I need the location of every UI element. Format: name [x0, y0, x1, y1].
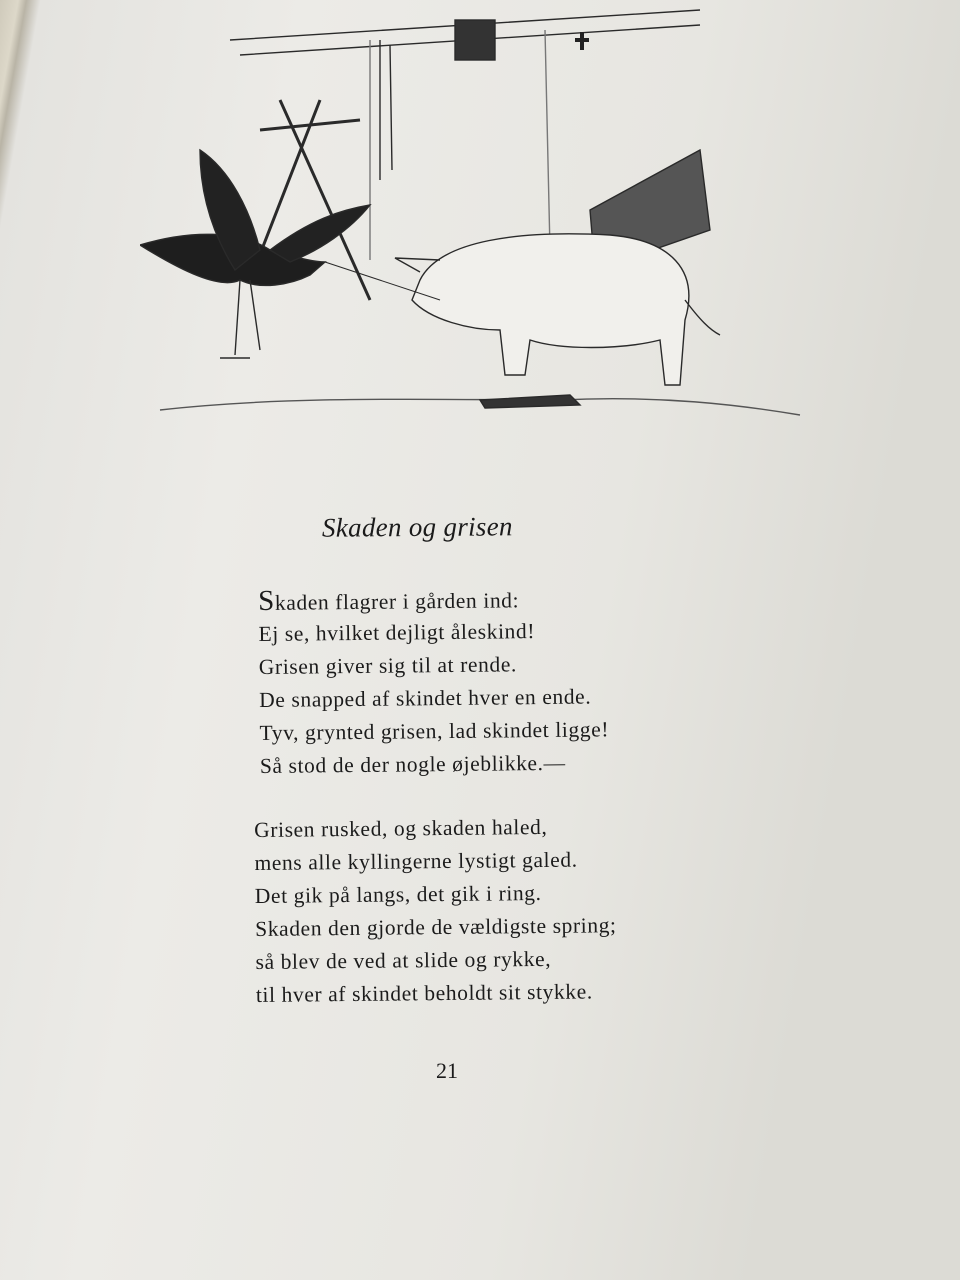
- page-number: 21: [436, 1058, 458, 1083]
- poem-line: til hver af skindet beholdt sit stykke.: [255, 979, 593, 1007]
- poem-line: Grisen giver sig til at rende.: [258, 652, 518, 679]
- poem-line: Tyv, grynted grisen, lad skindet ligge!: [259, 717, 610, 745]
- poem-line: Det gik på langs, det gik i ring.: [254, 880, 542, 908]
- illustration-magpie-and-pig: [140, 0, 820, 440]
- poem-line: [258, 581, 608, 618]
- drop-cap: S: [258, 584, 276, 617]
- poem-line: De snapped af skindet hver en ende.: [259, 684, 592, 712]
- stanza-1: [258, 581, 610, 783]
- poem-line: Skaden den gjorde de vældigste spring;: [255, 913, 617, 941]
- poem-line-text: kaden flagrer i gården ind:: [274, 588, 520, 615]
- stanza-2: [254, 810, 617, 1012]
- poem-line: Grisen rusked, og skaden haled,: [254, 814, 548, 842]
- poem-line: mens alle kyllingerne lystigt galed.: [254, 847, 578, 875]
- poem-line: Ej se, hvilket dejligt åleskind!: [258, 619, 536, 646]
- poem-line: så blev de ved at slide og rykke,: [255, 946, 552, 974]
- poem-title: Skaden og grisen: [321, 511, 513, 543]
- poem-line: Så stod de der nogle øjeblikke.—: [259, 750, 566, 778]
